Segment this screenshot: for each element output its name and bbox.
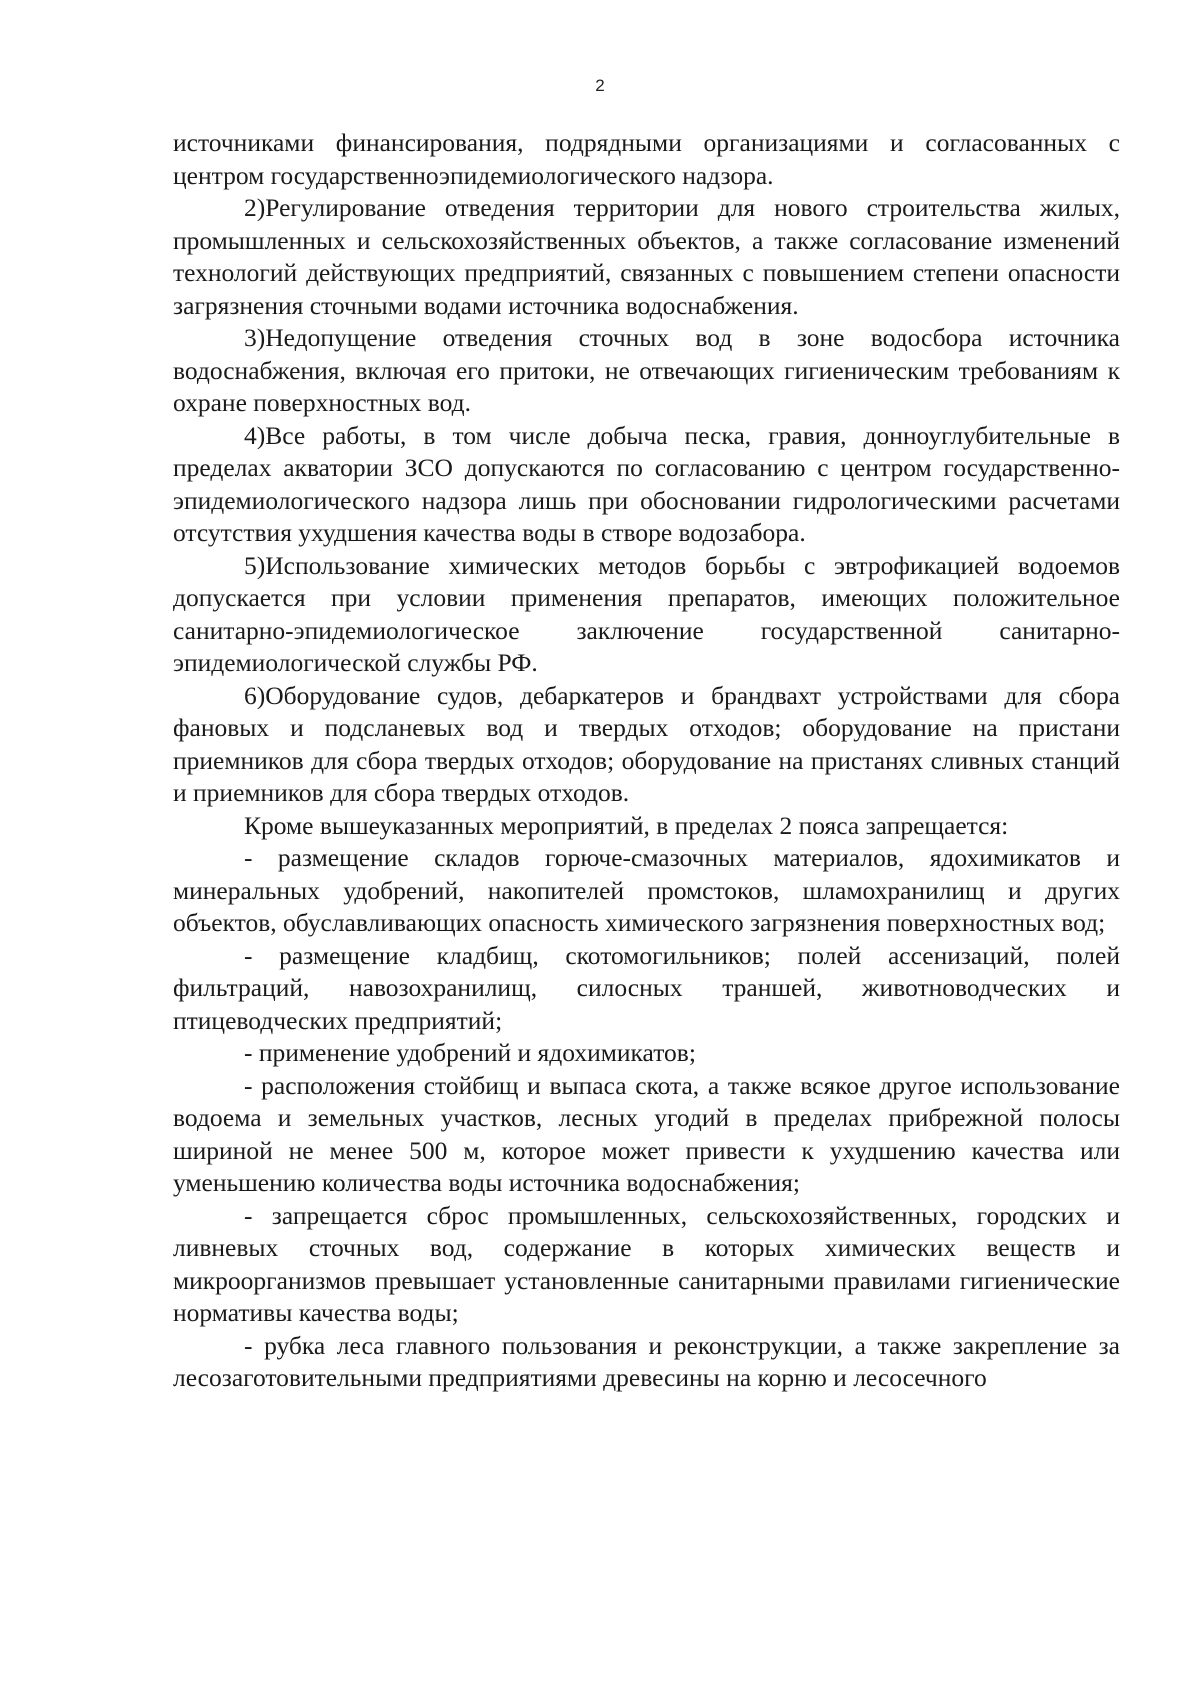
paragraph: 5)Использование химических методов борьбы с эвтрофикацией водоемов допускается при условии применения препаратов, имеющих положительное санитарно-эпидемиологическое заключение государственной санитарно-эпидемиологической службы РФ. [173,550,1120,677]
paragraph: - размещение складов горюче-смазочных материалов, ядохимикатов и минеральных удобрений, накопителей промстоков, шламохранилищ и других объектов, обуславливающих опасность химического загрязнения поверхностных вод; [173,843,1120,937]
paragraph: - размещение кладбищ, скотомогильников; полей ассенизаций, полей фильтраций, навозохранилищ, силосных траншей, животноводческих и птицеводческих предприятий; [173,940,1120,1035]
paragraph: 2)Регулирование отведения территории для нового строительства жилых, промышленных и сельскохозяйственных объектов, а также согласование изменений технологий действующих предприятий, связанных с повышением степени опасности загрязнения сточными водами источника водоснабжения. [173,193,1120,320]
paragraph: 3)Недопущение отведения сточных вод в зоне водосбора источника водоснабжения, включая его притоки, не отвечающих гигиеническим требованиям к охране поверхностных вод. [173,323,1120,417]
paragraph: Кроме вышеуказанных мероприятий, в пределах 2 пояса запрещается: [244,810,1009,840]
paragraph: - запрещается сброс промышленных, сельскохозяйственных, городских и ливневых сточных вод, содержание в которых химических веществ и микроорганизмов превышает установленные санитарными правилами гигиенические нормативы качества воды; [173,1200,1120,1327]
paragraph: - применение удобрений и ядохимикатов; [244,1038,696,1067]
page-number: 2 [595,76,605,95]
paragraph: источниками финансирования, подрядными организациями и согласованных с центром государственноэпидемиологического надзора. [173,128,1120,190]
paragraph: 4)Все работы, в том числе добыча песка, гравия, донноуглубительные в пределах акватории ЗСО допускаются по согласованию с центром государственно-эпидемиологического надзора лишь при обосновании гидрологическими расчетами отсутствия ухудшения качества воды в створе водозабора. [173,420,1120,547]
paragraph: - рубка леса главного пользования и реконструкции, а также закрепление за лесозаготовительными предприятиями древесины на корню и лесосечного [173,1330,1120,1392]
paragraph: - расположения стойбищ и выпаса скота, а также всякое другое использование водоема и земельных участков, лесных угодий в пределах прибрежной полосы шириной не менее 500 м, которое может привести к ухудшению качества или уменьшению количества воды источника водоснабжения; [173,1070,1120,1197]
paragraph: 6)Оборудование судов, дебаркатеров и брандвахт устройствами для сбора фановых и подсланевых вод и твердых отходов; оборудование на пристани приемников для сбора твердых отходов; оборудование на пристанях сливных станций и приемников для сбора твердых отходов. [173,680,1120,807]
document-body [173,127,1120,1395]
